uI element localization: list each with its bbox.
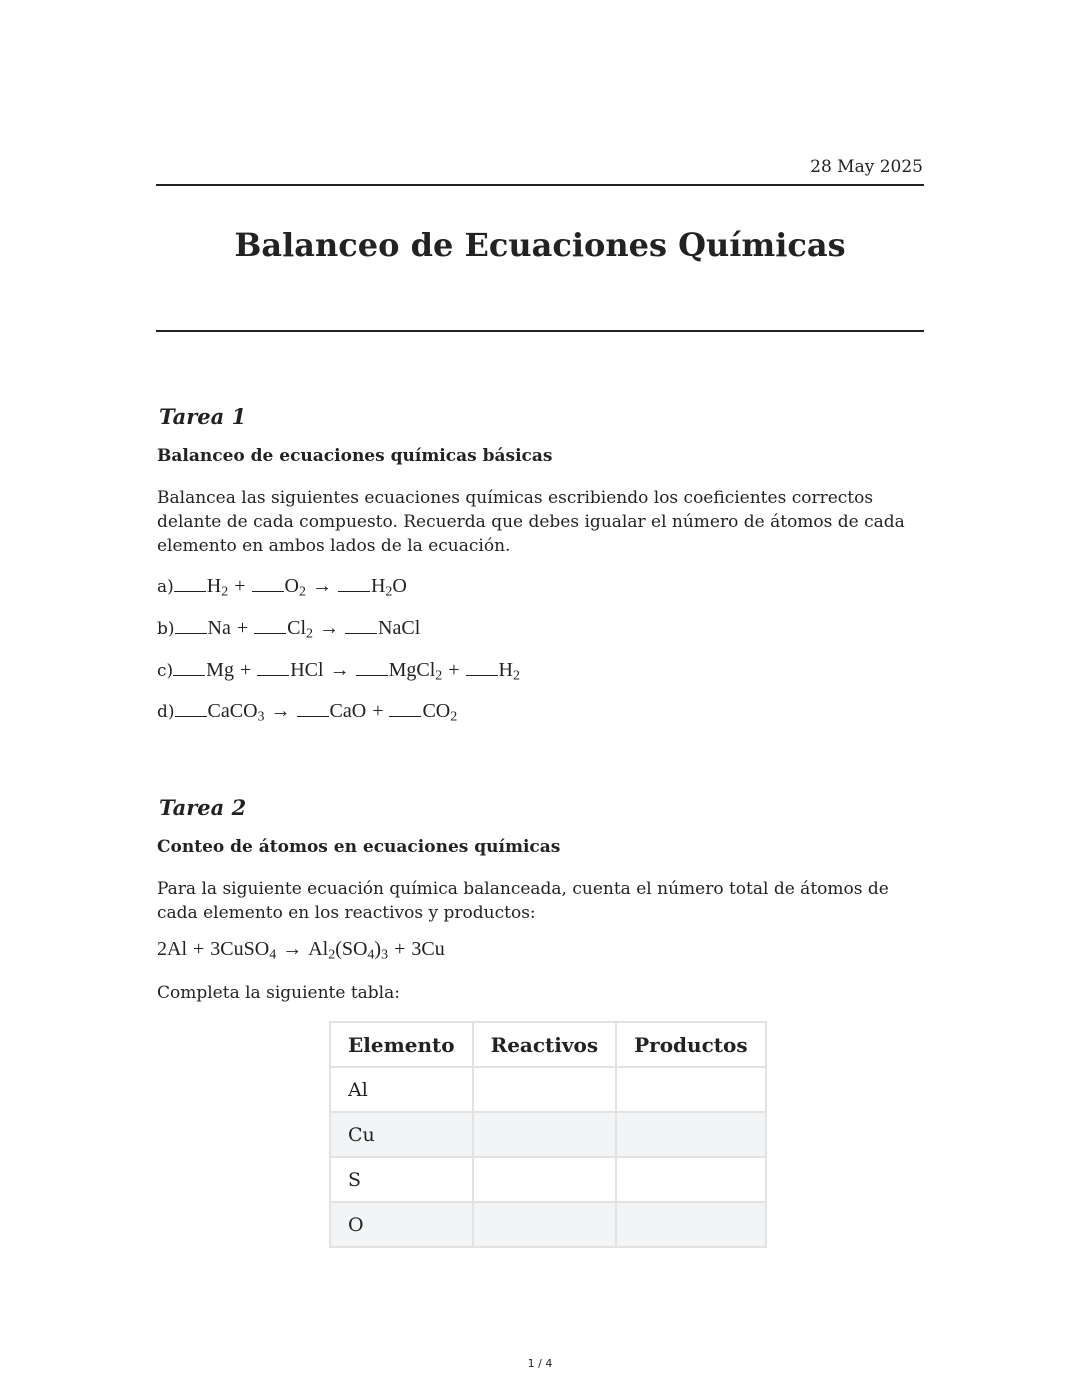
productos-cell[interactable] [616, 1157, 765, 1202]
table-row [330, 1112, 766, 1157]
coefficient-blank[interactable] [174, 591, 206, 592]
coefficient-blank[interactable] [389, 716, 421, 717]
reactivos-cell[interactable] [473, 1112, 617, 1157]
task1-heading: Tarea 1 [159, 404, 247, 429]
task2-instructions: Para la siguiente ecuación química balanceada, cuenta el número total de átomos de cada elemento en los reactivos y productos: [157, 879, 889, 923]
column-header-productos: Productos [616, 1022, 765, 1067]
table-header-row [330, 1022, 766, 1067]
coefficient-blank[interactable] [175, 633, 207, 634]
task2-heading: Tarea 2 [159, 795, 247, 820]
coefficient-blank[interactable] [345, 633, 377, 634]
equation-a: a) $H_2 + O_2 \to H_2O$ [157, 575, 407, 600]
coefficient-blank[interactable] [252, 591, 284, 592]
coefficient-blank[interactable] [338, 591, 370, 592]
reactivos-cell[interactable] [473, 1157, 617, 1202]
equation-b: b) $Na + Cl_2$ → NaCl [157, 617, 421, 642]
coefficient-blank[interactable] [254, 633, 286, 634]
equation-label: d) [157, 702, 175, 722]
equation-label: b) [157, 619, 175, 639]
equation-label: c) [157, 661, 174, 681]
equation-c: c) Mg + HCl → MgCl$_2$ + $H_2$ [157, 659, 520, 684]
equation-d: d) CaCO$_3$ → CaO + $CO_2$ [157, 700, 458, 725]
table-row [330, 1202, 766, 1247]
element-cell: Cu [330, 1112, 473, 1157]
reactivos-cell[interactable] [473, 1202, 617, 1247]
table-row [330, 1157, 766, 1202]
productos-cell[interactable] [616, 1067, 765, 1112]
element-cell: O [330, 1202, 473, 1247]
task1-instructions: Balancea las siguientes ecuaciones químicas escribiendo los coeficientes correctos delante de cada compuesto. Recuerda que debes igualar el número de átomos de cada elemento en ambos lados de la ecuación. [157, 488, 905, 556]
coefficient-blank[interactable] [257, 675, 289, 676]
atom-count-table [329, 1021, 767, 1248]
reactivos-cell[interactable] [473, 1067, 617, 1112]
table-prompt: Completa la siguiente tabla: [157, 983, 400, 1003]
title-rule [156, 330, 924, 332]
productos-cell[interactable] [616, 1112, 765, 1157]
column-header-elemento: Elemento [330, 1022, 473, 1067]
date: 28 May 2025 [810, 157, 923, 177]
table-row [330, 1067, 766, 1112]
header-rule [156, 184, 924, 186]
column-header-reactivos: Reactivos [473, 1022, 617, 1067]
coefficient-blank[interactable] [466, 675, 498, 676]
balanced-equation: 2Al + 3CuSO$_4$ → $Al_2(SO_4)_3 + 3Cu$ [157, 938, 445, 963]
productos-cell[interactable] [616, 1202, 765, 1247]
coefficient-blank[interactable] [356, 675, 388, 676]
task2-subtitle: Conteo de átomos en ecuaciones químicas [157, 837, 561, 857]
page-title: Balanceo de Ecuaciones Químicas [234, 226, 846, 264]
coefficient-blank[interactable] [297, 716, 329, 717]
task1-subtitle: Balanceo de ecuaciones químicas básicas [157, 446, 553, 466]
coefficient-blank[interactable] [175, 716, 207, 717]
equation-label: a) [157, 577, 174, 597]
element-cell: Al [330, 1067, 473, 1112]
page-number: 1 / 4 [527, 1357, 553, 1370]
element-cell: S [330, 1157, 473, 1202]
coefficient-blank[interactable] [173, 675, 205, 676]
